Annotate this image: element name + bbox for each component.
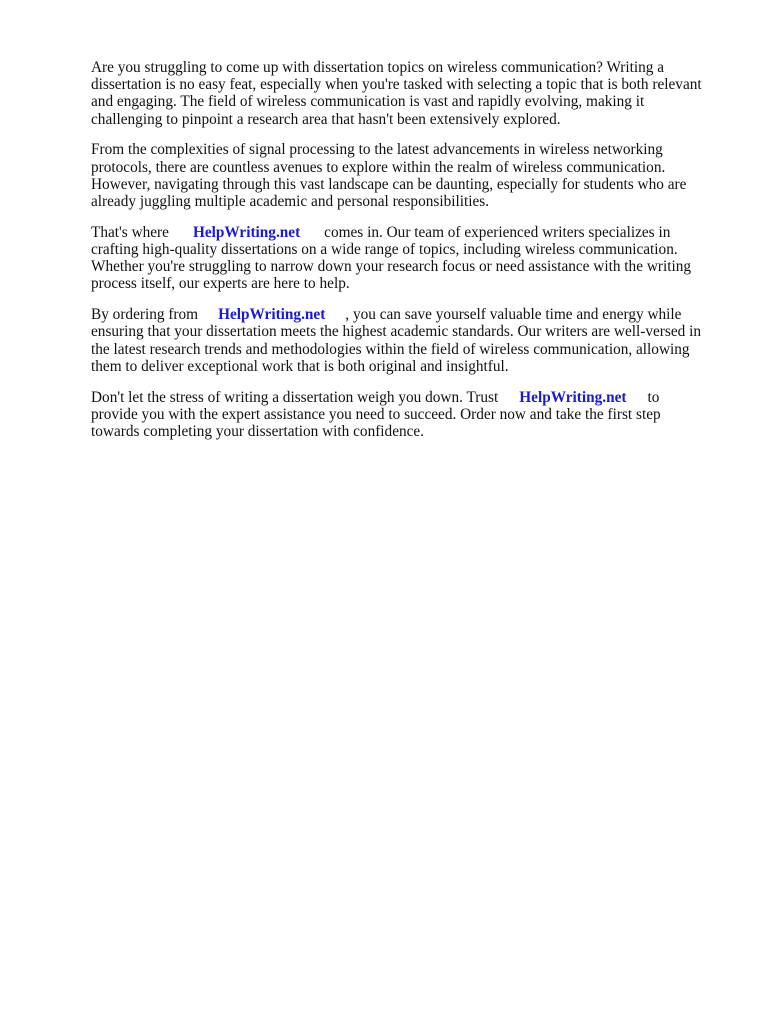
text-line: ensuring that your dissertation meets the highest academic standards. Our writers are well-versed in (91, 323, 701, 341)
paragraph-complexities (91, 141, 716, 210)
text-segment: That's where (91, 223, 169, 241)
text-line: challenging to pinpoint a research area that hasn't been extensively explored. (91, 110, 561, 128)
text-line: Whether you're struggling to narrow down your research focus or need assistance with the writing (91, 258, 692, 276)
text-segment: to (647, 388, 660, 406)
paragraph-by-ordering (91, 306, 716, 375)
text-segment: , you can save yourself valuable time and energy while (345, 306, 682, 324)
text-segment: comes in. Our team of experienced writers specializes in (324, 223, 671, 241)
text-line: and engaging. The field of wireless communication is vast and rapidly evolving, making it (91, 93, 645, 111)
helpwriting-link[interactable]: HelpWriting.net (218, 306, 326, 324)
text-segment: Don't let the stress of writing a dissertation weigh you down. Trust (91, 388, 499, 406)
document-body (91, 59, 716, 454)
paragraph-conclusion (91, 389, 716, 441)
text-line: However, navigating through this vast landscape can be daunting, especially for students who are (91, 175, 687, 193)
text-line: provide you with the expert assistance you need to succeed. Order now and take the first step (91, 405, 661, 423)
text-line: crafting high-quality dissertations on a wide range of topics, including wireless communication. (91, 241, 678, 259)
text-segment: By ordering from (91, 306, 199, 324)
paragraph-intro (91, 59, 716, 128)
text-line: Are you struggling to come up with dissertation topics on wireless communication? Writing a (91, 59, 665, 76)
text-line: dissertation is no easy feat, especially when you're tasked with selecting a topic that is both relevant (91, 76, 702, 94)
text-line: protocols, there are countless avenues to explore within the realm of wireless communication. (91, 158, 666, 176)
text-line: process itself, our experts are here to help. (91, 275, 350, 293)
paragraph-thats-where (91, 224, 716, 293)
text-line: From the complexities of signal processing to the latest advancements in wireless networking (91, 141, 663, 159)
helpwriting-link[interactable]: HelpWriting.net (519, 388, 627, 406)
text-line: towards completing your dissertation with confidence. (91, 423, 425, 441)
text-line: the latest research trends and methodologies within the field of wireless communication, allowing (91, 340, 690, 358)
text-line: them to deliver exceptional work that is both original and insightful. (91, 357, 509, 375)
helpwriting-link[interactable]: HelpWriting.net (192, 223, 301, 241)
text-line: already juggling multiple academic and personal responsibilities. (91, 193, 490, 211)
